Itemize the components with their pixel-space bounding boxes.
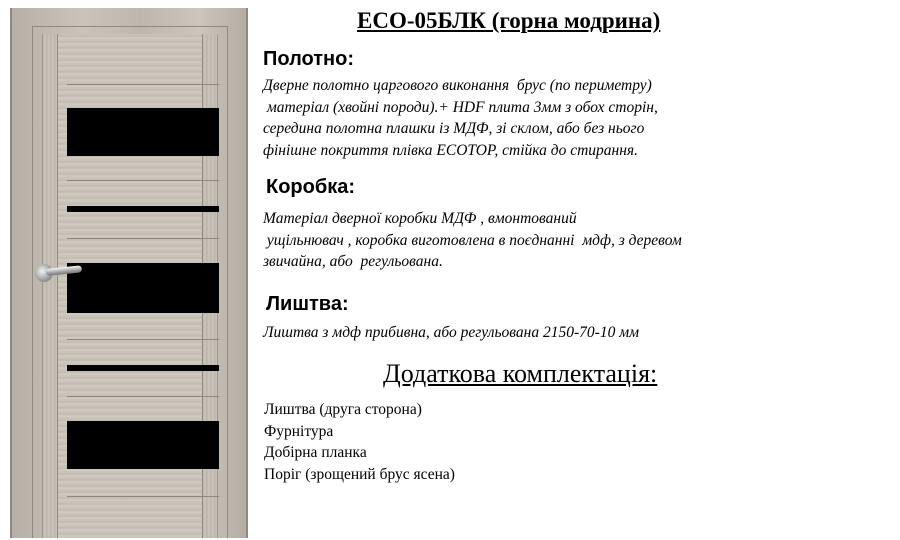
text-line: фінішне покриття плівка ECOTOP, стійка до стирання. [263,141,639,159]
additional-heading: Додаткова комплектація: [383,359,658,388]
door-rail-line [67,238,219,239]
glass-panel-1 [67,108,219,156]
section-text-lyshtva [263,322,639,344]
section-heading-korobka: Коробка: [266,176,356,198]
section-text-polotno [263,75,658,161]
glass-panel-5 [67,421,219,469]
list-item: Добірна планка [264,444,367,461]
text-line: Лиштва з мдф прибивна, або регульована 2150-70-10 мм [263,324,639,341]
door-rail-line [67,339,219,340]
list-item: Поріг (зрощений брус ясена) [264,465,455,483]
glass-panel-3 [67,263,219,313]
text-line: звичайна, або регульована. [263,253,443,270]
section-heading-polotno: Полотно: [263,48,355,70]
text-line: ущільнювач , коробка виготовлена в поєднанні мдф, з деревом [263,231,682,249]
door-leaf [42,34,218,538]
glass-panel-2 [67,206,219,212]
section-text-korobka [263,208,682,273]
text-line: середина полотна плашки із МДФ, зі склом, або без нього [263,120,645,137]
list-item: Лиштва (друга сторона) [264,401,422,418]
text-line: матеріал (хвойні породи).+ HDF плита 3мм з обох сторін, [263,98,658,116]
door-rail-line [67,180,219,181]
section-heading-lyshtva: Лиштва: [266,293,349,315]
page-title: ECO-05БЛК (горна модрина) [357,8,661,33]
door-rail-line [67,396,219,397]
glass-panel-4 [67,365,219,371]
additional-list [264,399,455,485]
door-rail-line [67,84,219,85]
door-rail-line [67,496,219,497]
door-stile-left [43,34,58,538]
door-image [10,8,248,538]
text-line: Матеріал дверної коробки МДФ , вмонтований [263,210,577,227]
text-line: Дверне полотно царгового виконання брус (по периметру) [263,77,652,94]
list-item: Фурнітура [264,422,334,440]
